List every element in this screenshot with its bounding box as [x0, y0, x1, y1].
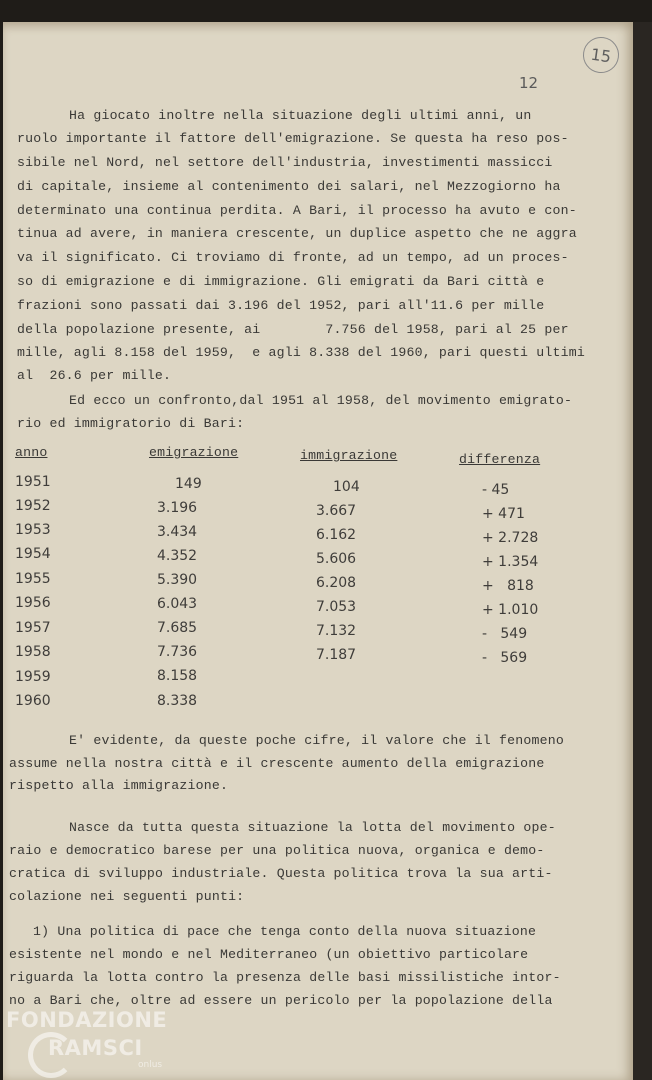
cell-emigrazione: 7.736 — [157, 644, 198, 660]
text-line: della popolazione presente, ai 7.756 del 1958, pari al 25 per — [17, 322, 569, 337]
cell-anno: 1952 — [15, 498, 51, 514]
cell-anno: 1953 — [15, 522, 51, 538]
text-line: mille, agli 8.158 del 1959, e agli 8.338 del 1960, pari questi ultimi — [17, 345, 585, 360]
text-line: al 26.6 per mille. — [17, 368, 172, 383]
cell-differenza: - 45 — [482, 482, 510, 498]
archive-page-number: 15 — [581, 35, 622, 76]
cell-emigrazione: 5.390 — [157, 572, 198, 588]
text-line: so di emigrazione e di immigrazione. Gli emigrati da Bari città e — [17, 274, 545, 289]
watermark-line1: FONDAZIONE — [6, 1008, 168, 1032]
table-header-emigrazione: emigrazione — [149, 445, 239, 460]
cell-differenza: - 549 — [482, 626, 528, 642]
text-line: riguarda la lotta contro la presenza delle basi missilistiche intor- — [9, 970, 561, 985]
watermark-suffix: onlus — [138, 1060, 163, 1070]
text-line: assume nella nostra città e il crescente aumento della emigrazione — [9, 756, 545, 771]
text-line: ruolo importante il fattore dell'emigrazione. Se questa ha reso pos- — [17, 131, 569, 146]
cell-emigrazione: 149 — [175, 476, 202, 492]
cell-anno: 1955 — [15, 571, 51, 587]
cell-differenza: + 2.728 — [482, 530, 539, 546]
typed-page-number: 12 — [519, 74, 539, 92]
text-line: frazioni sono passati dai 3.196 del 1952, pari all'11.6 per mille — [17, 298, 545, 313]
cell-differenza: - 569 — [482, 650, 528, 666]
cell-differenza: + 471 — [482, 506, 525, 522]
text-line: no a Bari che, oltre ad essere un pericolo per la popolazione della — [9, 993, 553, 1008]
table-header-immigrazione: immigrazione — [300, 448, 398, 463]
cell-anno: 1957 — [15, 620, 51, 636]
text-line: 1) Una politica di pace che tenga conto della nuova situazione — [33, 924, 537, 939]
text-line: va il significato. Ci troviamo di fronte, ad un tempo, ad un proces- — [17, 250, 569, 265]
cell-emigrazione: 3.434 — [157, 524, 198, 540]
text-line: Ha giocato inoltre nella situazione degli ultimi anni, un — [69, 108, 532, 123]
cell-emigrazione: 3.196 — [157, 500, 198, 516]
cell-anno: 1954 — [15, 546, 51, 562]
text-line: esistente nel mondo e nel Mediterraneo (un obiettivo particolare — [9, 947, 529, 962]
cell-immigrazione: 104 — [333, 479, 360, 495]
cell-anno: 1958 — [15, 644, 51, 660]
text-line: determinato una continua perdita. A Bari, il processo ha avuto e con- — [17, 203, 577, 218]
cell-differenza: + 818 — [482, 578, 534, 594]
cell-immigrazione: 5.606 — [316, 551, 357, 567]
table-header-anno: anno — [15, 445, 48, 460]
cell-immigrazione: 7.132 — [316, 623, 357, 639]
fondazione-gramsci-watermark — [6, 1006, 176, 1076]
cell-immigrazione: 7.053 — [316, 599, 357, 615]
cell-anno: 1951 — [15, 474, 51, 490]
page-edge — [633, 22, 652, 1080]
cell-immigrazione: 6.162 — [316, 527, 357, 543]
text-line: di capitale, insieme al contenimento dei salari, nel Mezzogiorno ha — [17, 179, 561, 194]
text-line: tinua ad avere, in maniera crescente, un duplice aspetto che ne aggra — [17, 226, 577, 241]
cell-emigrazione: 4.352 — [157, 548, 198, 564]
cell-emigrazione: 8.158 — [157, 668, 198, 684]
cell-anno: 1956 — [15, 595, 51, 611]
cell-anno: 1960 — [15, 693, 51, 709]
table-header-differenza: differenza — [459, 452, 541, 467]
watermark-line2: RAMSCI — [48, 1036, 143, 1060]
cell-immigrazione: 6.208 — [316, 575, 357, 591]
cell-differenza: + 1.010 — [482, 602, 539, 618]
cell-emigrazione: 8.338 — [157, 693, 198, 709]
text-line: raio e democratico barese per una politica nuova, organica e demo- — [9, 843, 545, 858]
text-line: E' evidente, da queste poche cifre, il valore che il fenomeno — [69, 733, 564, 748]
cell-immigrazione: 7.187 — [316, 647, 357, 663]
cell-anno: 1959 — [15, 669, 51, 685]
text-line: sibile nel Nord, nel settore dell'industria, investimenti massicci — [17, 155, 553, 170]
text-line: rio ed immigratorio di Bari: — [17, 416, 245, 431]
text-line: Ed ecco un confronto,dal 1951 al 1958, del movimento emigrato- — [69, 393, 573, 408]
cell-immigrazione: 3.667 — [316, 503, 357, 519]
cell-differenza: + 1.354 — [482, 554, 539, 570]
cell-emigrazione: 6.043 — [157, 596, 198, 612]
cell-emigrazione: 7.685 — [157, 620, 198, 636]
text-line: Nasce da tutta questa situazione la lotta del movimento ope- — [69, 820, 556, 835]
text-line: cratica di sviluppo industriale. Questa politica trova la sua arti- — [9, 866, 553, 881]
text-line: rispetto alla immigrazione. — [9, 778, 229, 793]
text-line: colazione nei seguenti punti: — [9, 889, 245, 904]
